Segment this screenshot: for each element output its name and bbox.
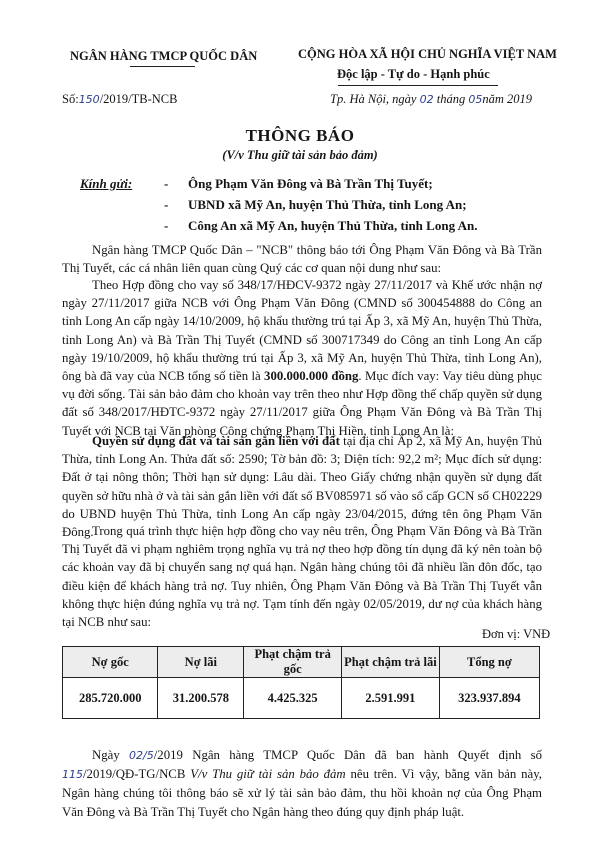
header-principal-penalty: Phạt chậm trả gốc	[244, 647, 342, 678]
motto-underline	[338, 85, 498, 86]
cell-interest: 31.200.578	[158, 678, 244, 719]
table-row	[63, 678, 540, 719]
collateral-paragraph: Quyền sử dụng đất và tài sản gắn liền với đất tại địa chỉ Ấp 2, xã Mỹ An, huyện Thủ Thừa, tỉnh Long An. Thửa đất số: 2590; Tờ bản đồ: 3; Diện tích: 92,2 m²; Mục đích sử dụng: Đất ở tại nông thôn; Thời hạn sử dụng: Lâu dài. Theo Giấy chứng nhận quyền sử dụng đất quyền sở hữu nhà ở và tài sản gắn liền với đất số BV085971 số vào sổ cấp GCN số CH02229 do UBND huyện Thủ Thừa, tỉnh Long An cấp ngày 23/04/2015, đứng tên ông Phạm Văn Đông.	[62, 434, 542, 540]
header-interest: Nợ lãi	[158, 647, 244, 678]
header-interest-penalty: Phạt chậm trả lãi	[342, 647, 440, 678]
loan-paragraph: Theo Hợp đồng cho vay số 348/17/HĐCV-9372 ngày 27/11/2017 và Khế ước nhận nợ ngày 27/11/2017 giữa NCB với Ông Phạm Văn Đông (CMND số 300454888 do Công an tỉnh Long An cấp ngày 14/10/2009, hộ khẩu thường trú tại Ấp 3, xã Mỹ An, huyện Thủ Thừa, tỉnh Long An) và Bà Trần Thị Tuyết (CMND số 300717349 do Công an tỉnh Long An cấp ngày 19/10/2009, hộ khẩu thường trú tại Ấp 3, xã Mỹ An, huyện Thủ Thừa, tỉnh Long An), ông bà đã vay của NCB tổng số tiền là 300.000.000 đồng. Mục đích vay: Vay tiêu dùng phục vụ đời sống. Tài sản bảo đảm cho khoản vay trên theo như Hợp đồng thế chấp quyền sử dụng đất số 348/2017/HĐTC-9372 ngày 27/11/2017 giữa Ông Phạm Văn Đông và Bà Trần Thị Tuyết với NCB tại Văn phòng Công chứng Phạm Thị Hiền, tỉnh Long An là:	[62, 278, 542, 438]
bank-underline	[130, 66, 195, 67]
debt-table	[62, 646, 540, 719]
closing-paragraph: Ngày 02/5/2019 Ngân hàng TMCP Quốc Dân đã ban hành Quyết định số 115/2019/QĐ-TG/NCB V/v Thu giữ tài sản bảo đảm nêu trên. Vì vậy, bằng văn bản này, Ngân hàng chúng tôi thông báo sẽ xử lý tài sản bảo đảm, thu hồi khoản nợ của Ông Phạm Văn Đông và Bà Trần Thị Tuyết cho Ngân hàng theo đúng quy định pháp luật.	[62, 748, 542, 819]
recipient-item: - Ông Phạm Văn Đông và Bà Trần Thị Tuyết;	[164, 176, 433, 191]
collateral-title: Quyền sử dụng đất và tài sản gắn liền với đất	[92, 434, 340, 448]
default-paragraph: Trong quá trình thực hiện hợp đồng cho vay nêu trên, Ông Phạm Văn Đông và Bà Trần Thị Tuyết đã vi phạm nghiêm trọng nghĩa vụ trả nợ theo hợp đồng tín dụng đã ký nên toàn bộ các khoản vay đã bị chuyển sang nợ quá hạn. Ngân hàng chúng tôi đã nhiều lần đôn đốc, tạo điều kiện để khách hàng trả nợ. Tuy nhiên, Ông Phạm Văn Đông và Bà Trần Thị Tuyết vẫn không thực hiện đúng nghĩa vụ trả nợ. Tạm tính đến ngày 02/05/2019, dư nợ của khách hàng tại NCB như sau:	[62, 524, 542, 630]
cell-principal: 285.720.000	[63, 678, 158, 719]
currency-unit: Đơn vị: VNĐ	[482, 627, 551, 641]
cell-total: 323.937.894	[439, 678, 539, 719]
closing-date-handwritten: 02/5	[129, 749, 154, 762]
recipient-item: - UBND xã Mỹ An, huyện Thủ Thừa, tỉnh Long An;	[164, 197, 467, 212]
place-date	[330, 92, 532, 107]
decision-number-handwritten: 115	[62, 768, 83, 782]
date-month-handwritten: 05	[468, 93, 483, 106]
bank-name: NGÂN HÀNG TMCP QUỐC DÂN	[70, 49, 258, 63]
cell-principal-penalty: 4.425.325	[244, 678, 342, 719]
place-date-prefix: Tp. Hà Nội, ngày	[330, 92, 417, 106]
national-motto: Độc lập - Tự do - Hạnh phúc	[337, 67, 490, 81]
national-title: CỘNG HÒA XÃ HỘI CHỦ NGHĨA VIỆT NAM	[298, 47, 557, 61]
decision-subject: V/v Thu giữ tài sản bảo đảm	[190, 767, 346, 782]
doc-number-suffix: /2019/TB-NCB	[99, 92, 178, 106]
table-header-row	[63, 647, 540, 678]
intro-paragraph: Ngân hàng TMCP Quốc Dân – "NCB" thông báo tới Ông Phạm Văn Đông và Bà Trần Thị Tuyết, các cá nhân liên quan cùng Quý các cơ quan nội dung như sau:	[62, 243, 542, 276]
document-subtitle: (V/v Thu giữ tài sản bảo đảm)	[222, 148, 378, 162]
recipients-label: Kính gửi:	[80, 176, 133, 191]
date-day-handwritten: 02	[419, 93, 434, 106]
header-principal: Nợ gốc	[63, 647, 158, 678]
loan-amount: 300.000.000 đồng	[264, 369, 359, 384]
document-number	[62, 92, 177, 107]
date-year: năm 2019	[482, 92, 532, 106]
doc-number-handwritten: 150	[78, 93, 100, 106]
doc-number-prefix: Số:	[62, 92, 79, 106]
recipient-item: - Công An xã Mỹ An, huyện Thủ Thừa, tỉnh Long An.	[164, 218, 478, 233]
header-total: Tổng nợ	[439, 647, 539, 678]
date-month-word: tháng	[436, 92, 466, 106]
document-title: THÔNG BÁO	[245, 126, 355, 145]
cell-interest-penalty: 2.591.991	[342, 678, 440, 719]
